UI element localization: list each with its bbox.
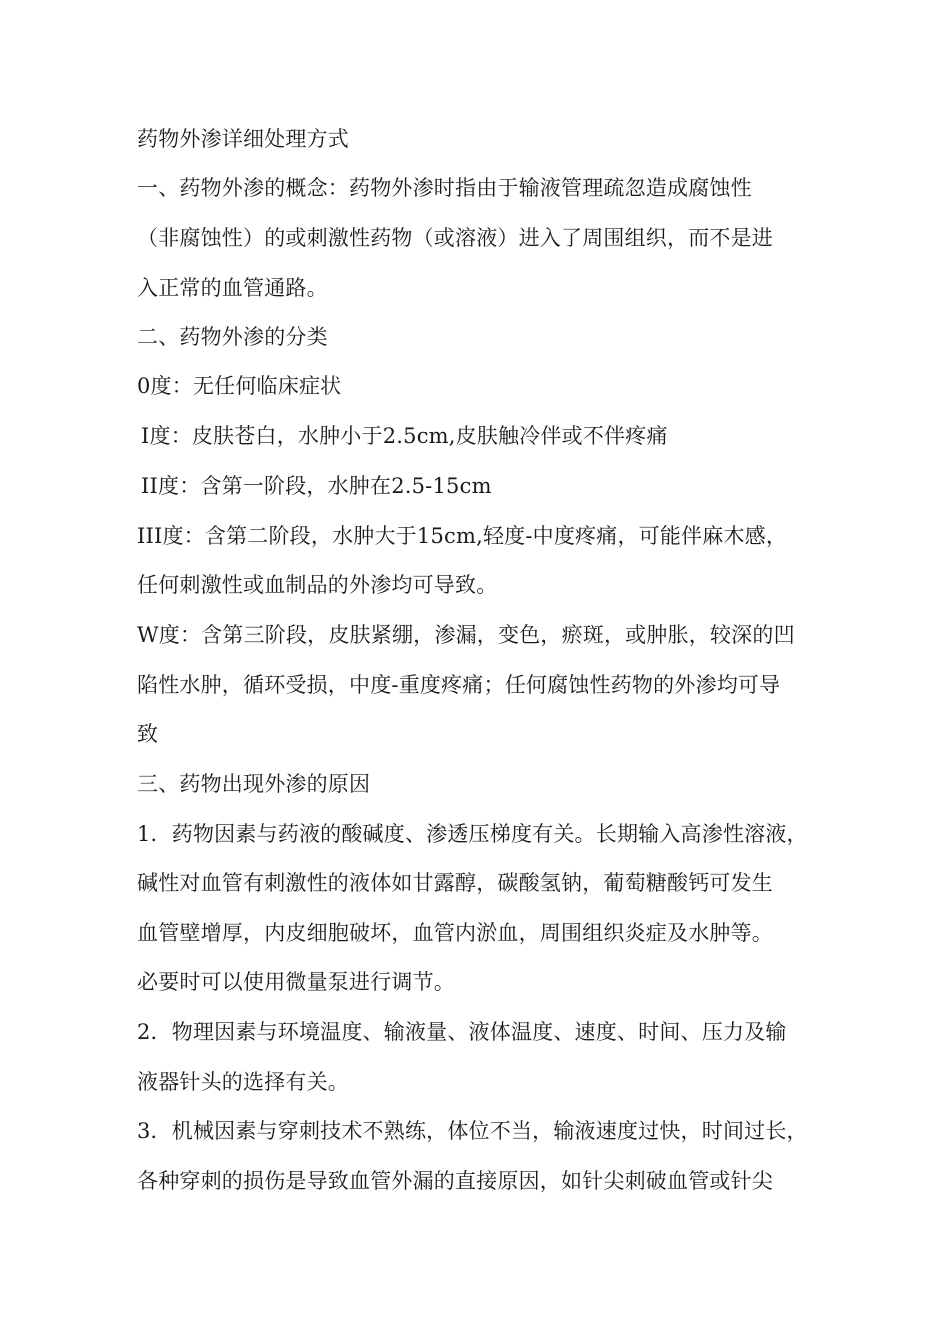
cause-2-line: 2．物理因素与环境温度、输液量、液体温度、速度、时间、压力及输 <box>137 1020 787 1044</box>
paragraph-line: 任何刺激性或血制品的外渗均可导致。 <box>137 573 498 597</box>
grade-0-line: 0度：无任何临床症状 <box>137 374 342 398</box>
grade-3-line: III度：含第二阶段，水肿大于15cm,轻度-中度疼痛，可能伴麻木感， <box>137 524 788 548</box>
grade-2-line: II度：含第一阶段，水肿在2.5-15cm <box>141 474 492 498</box>
section-3-heading: 三、药物出现外渗的原因 <box>137 772 371 796</box>
section-1-heading-line: 一、药物外渗的概念：药物外渗时指由于输液管理疏忽造成腐蚀性 <box>137 176 752 200</box>
paragraph-line: （非腐蚀性）的或刺激性药物（或溶液）进入了周围组织，而不是进 <box>137 226 773 250</box>
paragraph-line: 液器针头的选择有关。 <box>137 1070 349 1094</box>
grade-4-line: W度：含第三阶段，皮肤紧绷，渗漏，变色，瘀斑，或肿胀，较深的凹 <box>137 623 795 647</box>
paragraph-line: 致 <box>137 722 159 746</box>
document-title: 药物外渗详细处理方式 <box>137 127 349 151</box>
paragraph-line: 陷性水肿，循环受损，中度-重度疼痛；任何腐蚀性药物的外渗均可导 <box>137 673 781 697</box>
section-2-heading: 二、药物外渗的分类 <box>137 325 328 349</box>
cause-3-line: 3．机械因素与穿刺技术不熟练，体位不当，输液速度过快，时间过长， <box>137 1119 808 1143</box>
paragraph-line: 入正常的血管通路。 <box>137 276 328 300</box>
cause-1-line: 1．药物因素与药液的酸碱度、渗透压梯度有关。长期输入高渗性溶液， <box>137 822 808 846</box>
paragraph-line: 碱性对血管有刺激性的液体如甘露醇，碳酸氢钠，葡萄糖酸钙可发生 <box>137 871 773 895</box>
grade-1-line: Ⅰ度：皮肤苍白，水肿小于2.5cm,皮肤触冷伴或不伴疼痛 <box>141 424 668 448</box>
paragraph-line: 各种穿刺的损伤是导致血管外漏的直接原因，如针尖刺破血管或针尖 <box>137 1169 773 1193</box>
paragraph-line: 血管壁增厚，内皮细胞破坏，血管内淤血，周围组织炎症及水肿等。 <box>137 921 773 945</box>
paragraph-line: 必要时可以使用微量泵进行调节。 <box>137 970 455 994</box>
